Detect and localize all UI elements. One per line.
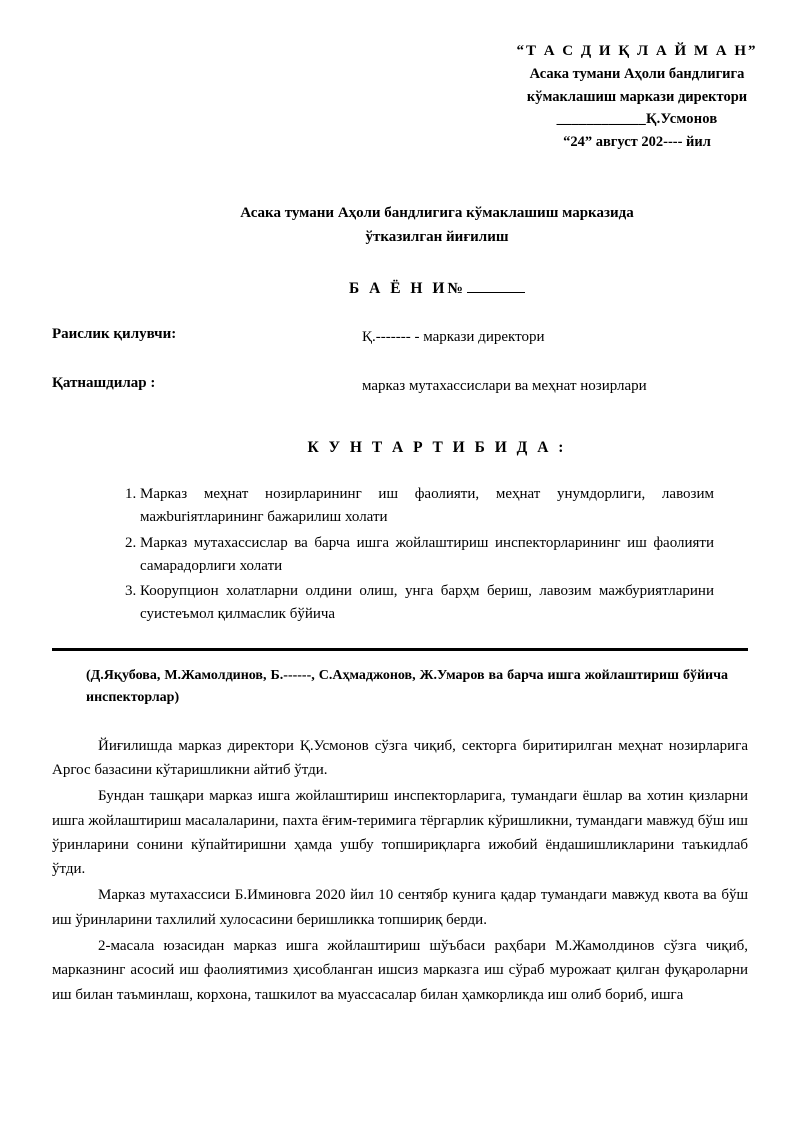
body-paragraph: Марказ мутахассиси Б.Иминовга 2020 йил 10 сентябр кунига қадар тумандаги мавжуд квота ва бўш иш ўринларини тахлилий хулосасини беришликка топшириқ берди. bbox=[52, 887, 748, 928]
chair-label: Раислик қилувчи: bbox=[52, 326, 177, 343]
approval-date: “24” август 202---- йил bbox=[563, 133, 711, 150]
participants-row bbox=[52, 375, 748, 398]
body-paragraph: Йиғилишда марказ директори Қ.Усмонов сўзга чиқиб, секторга биритирилган меҳнат нозирларига Аргос базасини кўтаришликни айтиб ўтди. bbox=[52, 737, 748, 778]
document-title-line-2: ўтказилган йиғилиш bbox=[365, 229, 509, 246]
approval-line-1: “Т А С Д И Қ Л А Й М А Н” bbox=[516, 43, 758, 59]
body-paragraph: Бундан ташқари марказ ишга жойлаштириш инспекторларига, тумандаги ёшлар ва хотин қизларни ишга жойлаштириш масалаларини, пахта ёғим-теримига тёргарлик кўришликни, тумандаги мавжуд бўш иш ўринларини сонини кўпайтиришни ҳамда ушбу топшириқларга ижобий ёндашишликларини таъкидлаб ўтди. bbox=[52, 788, 748, 878]
participants-value: марказ мутахассислари ва меҳнат нозирлари bbox=[362, 377, 647, 394]
agenda-item: 2. Марказ мутахассислар ва барча ишга жойлаштириш инспекторларининг иш фаолияти самарадорлиги холати bbox=[140, 532, 714, 578]
participants-label: Қатнашдилар : bbox=[52, 374, 156, 391]
approval-line-3: кўмаклашиш маркази директори bbox=[526, 88, 748, 105]
document-title bbox=[157, 201, 717, 249]
body-text bbox=[52, 734, 748, 1007]
approval-signature-line: ____________Қ.Усмонов bbox=[556, 111, 718, 128]
protocol-number-line bbox=[157, 279, 717, 298]
section-divider bbox=[52, 648, 748, 651]
approval-line-2: Асака тумани Аҳоли бандлигига bbox=[529, 66, 745, 83]
chair-value: Қ.------- - маркази директори bbox=[362, 329, 545, 346]
attendees-note: (Д.Яқубова, М.Жамолдинов, Б.------, С.Аҳмаджонов, Ж.Умаров ва барча ишга жойлаштириш бўйича инспекторлар) bbox=[86, 667, 728, 706]
protocol-number-blank bbox=[467, 279, 525, 293]
protocol-number-symbol: № bbox=[447, 280, 463, 298]
chair-row bbox=[52, 326, 748, 349]
agenda-item: 1. Марказ меҳнат нозирларининг иш фаолияти, меҳнат унумдорлиги, лавозим мажburiятларининг бажарилиш холати bbox=[140, 483, 714, 529]
body-paragraph: 2-масала юзасидан марказ ишга жойлаштириш шўъбаси раҳбари М.Жамолдинов сўзга чиқиб, марказнинг асосий иш фаолиятимиз ҳисобланган ишсиз марказга иш сўраб мурожаат қилган фуқароларни иш билан таъминлаш, корхона, ташкилот ва муассасалар билан ҳамкорликда иш олиб бориб, ишга bbox=[52, 938, 748, 1003]
agenda-heading: К У Н Т А Р Т И Б И Д А : bbox=[307, 439, 567, 457]
approval-block bbox=[472, 40, 800, 153]
agenda-item: 3. Коорупцион холатларни олдини олиш, унга барҳм бериш, лавозим мажбуриятларини суистеъмол қилмаслик бўйича bbox=[140, 580, 714, 626]
agenda-list bbox=[116, 483, 714, 626]
protocol-word: Б А Ё Н И bbox=[349, 280, 448, 298]
document-title-line-1: Асака тумани Аҳоли бандлигига кўмаклашиш марказида bbox=[240, 205, 634, 222]
